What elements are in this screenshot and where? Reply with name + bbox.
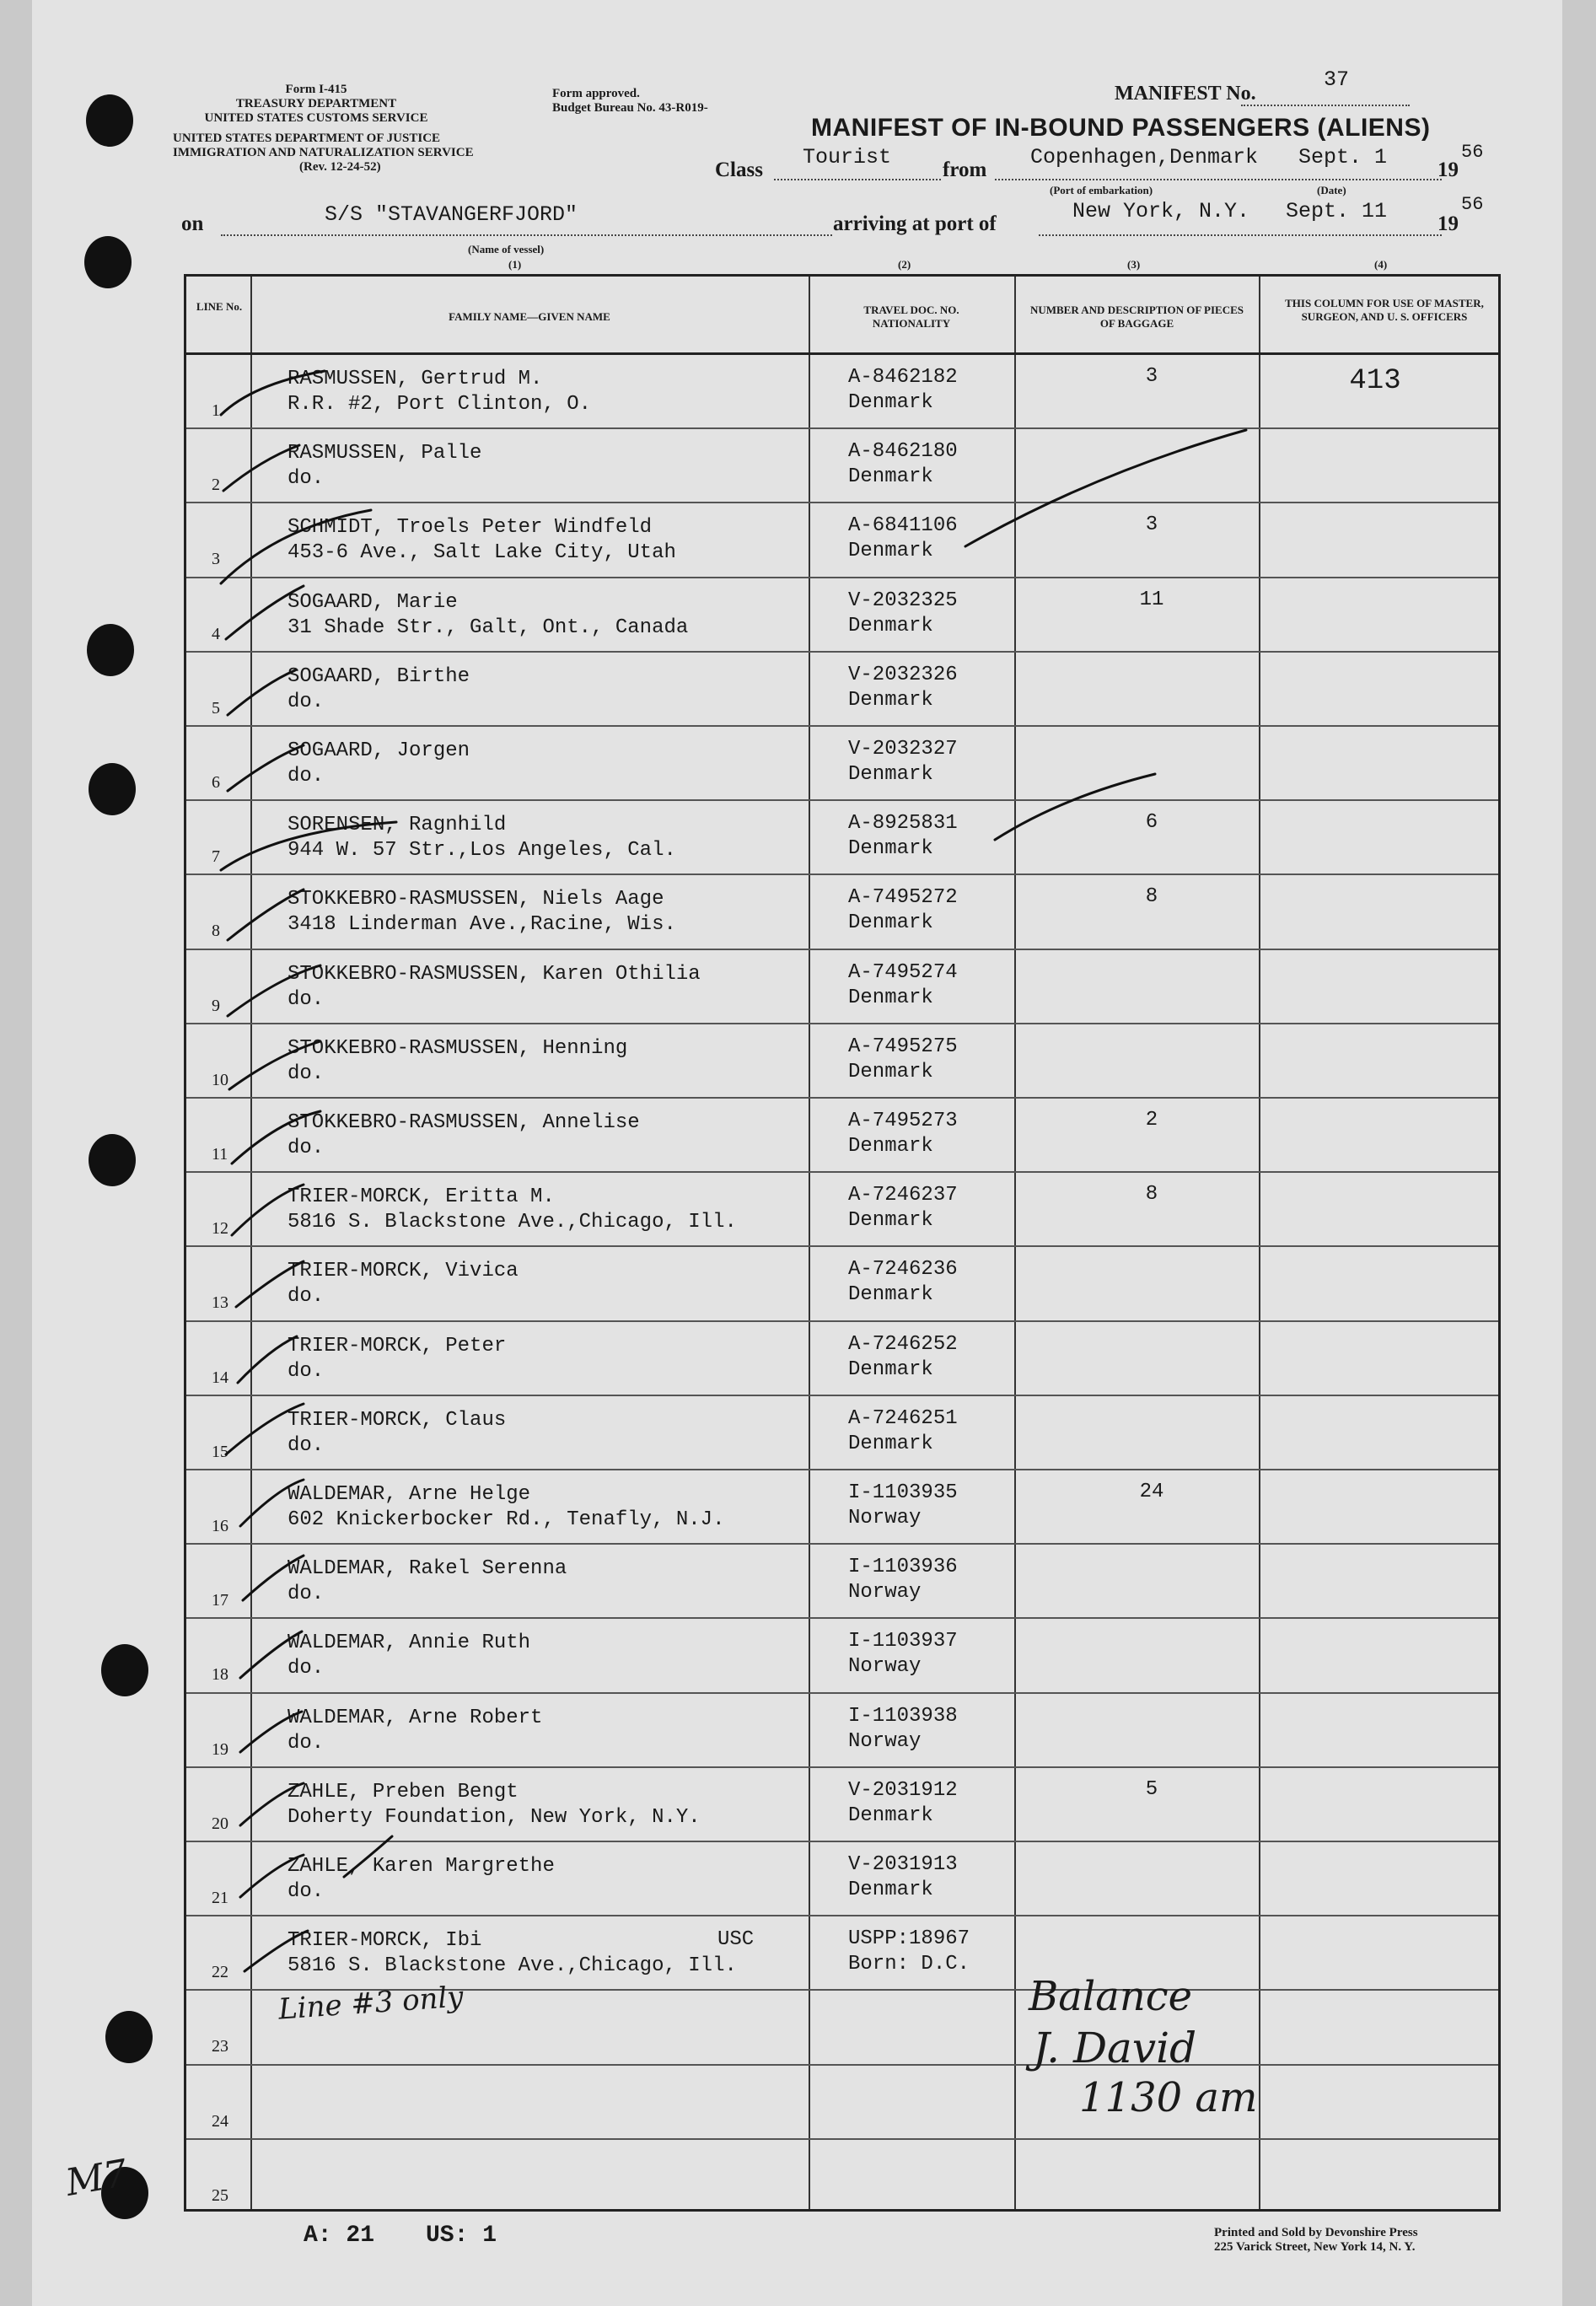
line-number: 21 (212, 1889, 228, 1907)
line-number: 24 (212, 2111, 228, 2131)
travel-doc-number: I-1103937 (848, 1630, 958, 1653)
family-given-name: SCHMIDT, Troels Peter Windfeld (287, 516, 653, 540)
nationality: Denmark (848, 614, 933, 637)
from-label: from (943, 159, 987, 181)
travel-doc-number: I-1103935 (848, 1481, 958, 1504)
address: do. (287, 1359, 325, 1383)
line-number: 10 (212, 1070, 228, 1089)
nationality: Denmark (848, 1135, 933, 1158)
line-number: 22 (212, 1963, 228, 1982)
form-approved: Form approved. (552, 87, 640, 100)
family-given-name: WALDEMAR, Annie Ruth (287, 1631, 531, 1655)
family-given-name: TRIER-MORCK, Claus (287, 1408, 507, 1432)
header-name: FAMILY NAME—GIVEN NAME (449, 310, 610, 323)
travel-doc-number: A-8462182 (848, 366, 958, 389)
line-number: 11 (212, 1145, 228, 1164)
nationality: Norway (848, 1507, 922, 1529)
line-number: 7 (212, 847, 220, 867)
baggage-count: 8 (1145, 1183, 1158, 1207)
line-number: 6 (212, 773, 220, 792)
handwritten-balance: Balance (1029, 1973, 1193, 2020)
nationality: Denmark (848, 986, 933, 1009)
address: do. (287, 765, 325, 787)
baggage-count: 11 (1139, 588, 1164, 611)
budget-bureau: Budget Bureau No. 43-R019- (552, 101, 708, 115)
arrival-port: New York, N.Y. (1072, 199, 1250, 223)
nationality: Denmark (848, 1060, 933, 1083)
family-given-name: TRIER-MORCK, Peter (287, 1334, 507, 1357)
travel-doc-number: A-7495274 (848, 960, 958, 984)
port-caption: (Port of embarkation) (1050, 184, 1153, 196)
nationality: Denmark (848, 1357, 933, 1381)
family-given-name: STOKKEBRO-RASMUSSEN, Karen Othilia (287, 962, 701, 986)
header-baggage: NUMBER AND DESCRIPTION OF PIECES OF BAGGAGE (1029, 304, 1244, 330)
nationality: Denmark (848, 540, 933, 563)
family-given-name: SOGAARD, Jorgen (287, 739, 470, 762)
citizenship-mark: USC (717, 1928, 755, 1952)
line-number: 15 (212, 1442, 228, 1461)
handwritten-time: 1130 am (1079, 2074, 1258, 2121)
family-given-name: RASMUSSEN, Palle (287, 442, 482, 465)
line-number: 23 (212, 2037, 228, 2056)
baggage-count: 8 (1145, 885, 1158, 909)
family-given-name: STOKKEBRO-RASMUSSEN, Henning (287, 1036, 628, 1060)
travel-doc-number: V-2032327 (848, 738, 958, 761)
family-given-name: SOGAARD, Birthe (287, 664, 470, 688)
line-number: 4 (212, 624, 220, 643)
class-value: Tourist (803, 145, 892, 169)
year1-prefix: 19 (1437, 159, 1459, 181)
travel-doc-number: A-8925831 (848, 812, 958, 836)
address: do. (287, 1062, 325, 1085)
line-number: 9 (212, 996, 220, 1015)
travel-doc-number: V-2031913 (848, 1853, 958, 1876)
date-caption: (Date) (1317, 184, 1346, 196)
line-number: 3 (212, 550, 220, 569)
travel-doc-number: A-8462180 (848, 440, 958, 464)
travel-doc-number: V-2032325 (848, 589, 958, 612)
line-number: 25 (212, 2185, 228, 2205)
line-number: 19 (212, 1739, 228, 1759)
manifest-title: MANIFEST OF IN-BOUND PASSENGERS (ALIENS) (811, 114, 1431, 142)
embark-date: Sept. 1 (1298, 145, 1388, 169)
address: do. (287, 1137, 325, 1159)
address: 944 W. 57 Str.,Los Angeles, Cal. (287, 839, 676, 863)
customs-service: UNITED STATES CUSTOMS SERVICE (204, 111, 428, 125)
travel-doc-number: A-7246237 (848, 1184, 958, 1207)
line-number: 2 (212, 476, 220, 495)
nationality: Denmark (848, 1283, 933, 1307)
embark-port: Copenhagen,Denmark (1030, 145, 1259, 169)
family-given-name: RASMUSSEN, Gertrud M. (287, 368, 543, 390)
vessel-col-no: (1) (508, 258, 522, 271)
family-given-name: SORENSEN, Ragnhild (287, 814, 507, 837)
vessel-name: S/S "STAVANGERFJORD" (325, 202, 578, 227)
address: 5816 S. Blackstone Ave.,Chicago, Ill. (287, 1954, 737, 1978)
travel-doc-number: A-7495275 (848, 1035, 958, 1058)
nationality: Denmark (848, 763, 933, 786)
address: do. (287, 467, 325, 491)
line-number: 1 (212, 401, 220, 420)
nationality: Denmark (848, 1209, 933, 1233)
col4-no: (4) (1374, 258, 1388, 271)
travel-doc-number: I-1103938 (848, 1704, 958, 1728)
nationality: Denmark (848, 837, 933, 861)
year2-value: 56 (1461, 194, 1484, 215)
col2-no: (2) (898, 258, 911, 271)
header-line-no: LINE No. (196, 300, 243, 313)
travel-doc-number: A-7246252 (848, 1332, 958, 1356)
printer-imprint (1214, 2226, 1418, 2255)
handwritten-line-note: Line #3 only (277, 1980, 465, 2027)
printer-line1: Printed and Sold by Devonshire Press (1214, 2226, 1418, 2239)
nationality: Denmark (848, 1879, 933, 1901)
baggage-count: 24 (1139, 1481, 1164, 1503)
manifest-no-value: 37 (1324, 67, 1350, 92)
printer-line2: 225 Varick Street, New York 14, N. Y. (1214, 2240, 1416, 2254)
travel-doc-number: V-2032326 (848, 663, 958, 686)
nationality: Denmark (848, 1432, 933, 1455)
year2-prefix: 19 (1437, 212, 1459, 235)
header-officers: THIS COLUMN FOR USE OF MASTER, SURGEON, AND U. S. OFFICERS (1285, 297, 1484, 323)
family-given-name: SOGAARD, Marie (287, 590, 458, 614)
address: do. (287, 1880, 325, 1903)
handwritten-margin-note: M7 (62, 2152, 131, 2205)
revision-date: (Rev. 12-24-52) (299, 160, 381, 174)
travel-doc-number: A-7246236 (848, 1258, 958, 1282)
vessel-caption: (Name of vessel) (468, 243, 545, 255)
baggage-count: 2 (1145, 1109, 1158, 1131)
line-number: 14 (212, 1368, 228, 1387)
baggage-count: 5 (1145, 1777, 1158, 1801)
justice-department: UNITED STATES DEPARTMENT OF JUSTICE (173, 132, 441, 145)
year1-value: 56 (1461, 142, 1484, 163)
address: 453-6 Ave., Salt Lake City, Utah (287, 541, 676, 565)
nationality: Denmark (848, 911, 933, 935)
address: 602 Knickerbocker Rd., Tenafly, N.J. (287, 1508, 725, 1531)
nationality: Denmark (848, 688, 933, 712)
address: 3418 Linderman Ave.,Racine, Wis. (287, 913, 676, 937)
nationality: Norway (848, 1581, 922, 1605)
manifest-no-label: MANIFEST No. (1115, 83, 1256, 105)
address: 5816 S. Blackstone Ave.,Chicago, Ill. (287, 1211, 737, 1234)
family-given-name: TRIER-MORCK, Vivica (287, 1260, 519, 1283)
nationality: Denmark (848, 391, 933, 414)
nationality: Denmark (848, 465, 933, 489)
count-aliens: A: 21 (304, 2223, 375, 2249)
family-given-name: STOKKEBRO-RASMUSSEN, Niels Aage (287, 888, 664, 911)
address: Doherty Foundation, New York, N.Y. (287, 1805, 701, 1829)
header-travel-doc: TRAVEL DOC. NO. NATIONALITY (863, 304, 959, 330)
family-given-name: ZAHLE, Preben Bengt (287, 1780, 519, 1803)
line-number: 13 (212, 1293, 228, 1313)
nationality: Denmark (848, 1803, 933, 1827)
address: 31 Shade Str., Galt, Ont., Canada (287, 615, 689, 639)
family-given-name: ZAHLE, Karen Margrethe (287, 1855, 555, 1878)
handwritten-signature: J. David (1033, 2024, 1197, 2072)
address: R.R. #2, Port Clinton, O. (287, 393, 592, 416)
officer-entry: 413 (1349, 365, 1401, 397)
family-given-name: WALDEMAR, Rakel Serenna (287, 1557, 567, 1581)
family-given-name: WALDEMAR, Arne Robert (287, 1706, 543, 1729)
travel-doc-number: USPP:18967 (848, 1927, 970, 1951)
treasury-department: TREASURY DEPARTMENT (235, 97, 397, 110)
baggage-count: 3 (1145, 365, 1158, 388)
family-given-name: WALDEMAR, Arne Helge (287, 1483, 531, 1506)
nationality: Born: D.C. (848, 1953, 970, 1976)
travel-doc-number: V-2031912 (848, 1778, 958, 1802)
line-number: 18 (212, 1665, 228, 1685)
address: do. (287, 690, 325, 713)
family-given-name: TRIER-MORCK, Ibi (287, 1929, 482, 1953)
line-number: 5 (212, 698, 220, 718)
line-number: 20 (212, 1814, 228, 1833)
travel-doc-number: A-7246251 (848, 1406, 958, 1430)
on-label: on (181, 212, 204, 235)
arriving-label: arriving at port of (833, 212, 997, 235)
line-number: 8 (212, 922, 220, 941)
travel-doc-number: I-1103936 (848, 1556, 958, 1579)
line-number: 12 (212, 1219, 228, 1239)
form-number: Form I-415 (285, 83, 347, 96)
line-number: 17 (212, 1591, 228, 1610)
travel-doc-number: A-6841106 (848, 514, 958, 538)
line-number: 16 (212, 1517, 228, 1535)
address: do. (287, 1731, 325, 1755)
address: do. (287, 1433, 325, 1457)
address: do. (287, 1285, 325, 1309)
family-given-name: STOKKEBRO-RASMUSSEN, Annelise (287, 1111, 640, 1134)
nationality: Norway (848, 1729, 922, 1753)
baggage-count: 3 (1145, 513, 1158, 537)
address: do. (287, 1583, 325, 1606)
address: do. (287, 1657, 325, 1680)
family-given-name: TRIER-MORCK, Eritta M. (287, 1185, 555, 1209)
address: do. (287, 987, 325, 1011)
arrival-date: Sept. 11 (1286, 199, 1388, 223)
nationality: Norway (848, 1655, 922, 1679)
ins-service: IMMIGRATION AND NATURALIZATION SERVICE (173, 146, 474, 159)
class-label: Class (715, 159, 763, 181)
baggage-count: 6 (1145, 811, 1158, 835)
travel-doc-number: A-7495273 (848, 1110, 958, 1132)
travel-doc-number: A-7495272 (848, 886, 958, 910)
col3-no: (3) (1127, 258, 1141, 271)
count-us: US: 1 (426, 2223, 497, 2249)
